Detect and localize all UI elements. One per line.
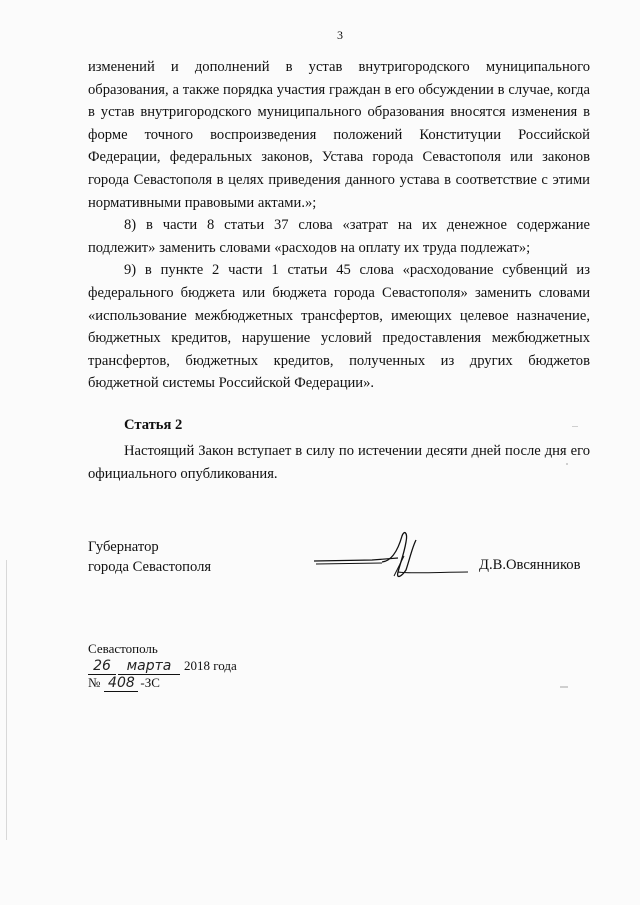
page-number: 3 <box>337 28 343 42</box>
scan-speck <box>566 463 568 465</box>
body-text <box>88 56 590 395</box>
meta-date <box>88 657 237 674</box>
date-month: марта <box>118 659 180 675</box>
handwritten-signature <box>312 528 472 584</box>
meta-number <box>88 674 237 691</box>
scan-edge-line <box>6 560 7 840</box>
meta-city: Севастополь <box>88 641 158 656</box>
signatory-title <box>88 537 211 577</box>
signatory-title-line2: города Севастополя <box>88 559 212 575</box>
paragraph-continuation: изменений и дополнений в устав внутригородского муниципального образования, а также порядка участия граждан в его обсуждении в случае, когда в устав внутригородского муниципального образования вносятся изменения в форме точного воспроизведения положений Конституции Российской Федерации, федеральных законов, Устава города Севастополя или законов города Севастополя в целях приведения данного устава в соответствие с этими нормативными правовыми актами.»; <box>88 59 590 211</box>
number-suffix: -ЗС <box>140 675 160 690</box>
number-value: 408 <box>104 676 138 692</box>
article-paragraph: Настоящий Закон вступает в силу по истечении десяти дней после дня его официального опубликования. <box>88 443 590 482</box>
scan-speck <box>560 686 568 688</box>
paragraph-item-9: 9) в пункте 2 части 1 статьи 45 слова «расходование субвенций из федерального бюджета или бюджета города Севастополя» заменить словами «использование межбюджетных трансфертов, имеющих целевое назначение, бюджетных кредитов, нарушение условий предоставления межбюджетных трансфертов, бюджетных кредитов, полученных из других бюджетов бюджетной системы Российской Федерации». <box>88 262 590 392</box>
article-text <box>88 440 590 485</box>
date-day: 26 <box>88 659 116 675</box>
document-meta <box>88 640 237 691</box>
signatory-name: Д.В.Овсянников <box>479 557 581 573</box>
date-year: 2018 года <box>184 658 237 673</box>
signatory-title-line1: Губернатор <box>88 539 159 555</box>
article-heading: Статья 2 <box>124 417 183 433</box>
scan-speck <box>572 426 578 427</box>
paragraph-item-8: 8) в части 8 статьи 37 слова «затрат на их денежное содержание подлежит» заменить словами «расходов на оплату их труда подлежат»; <box>88 217 590 256</box>
number-prefix: № <box>88 675 101 690</box>
